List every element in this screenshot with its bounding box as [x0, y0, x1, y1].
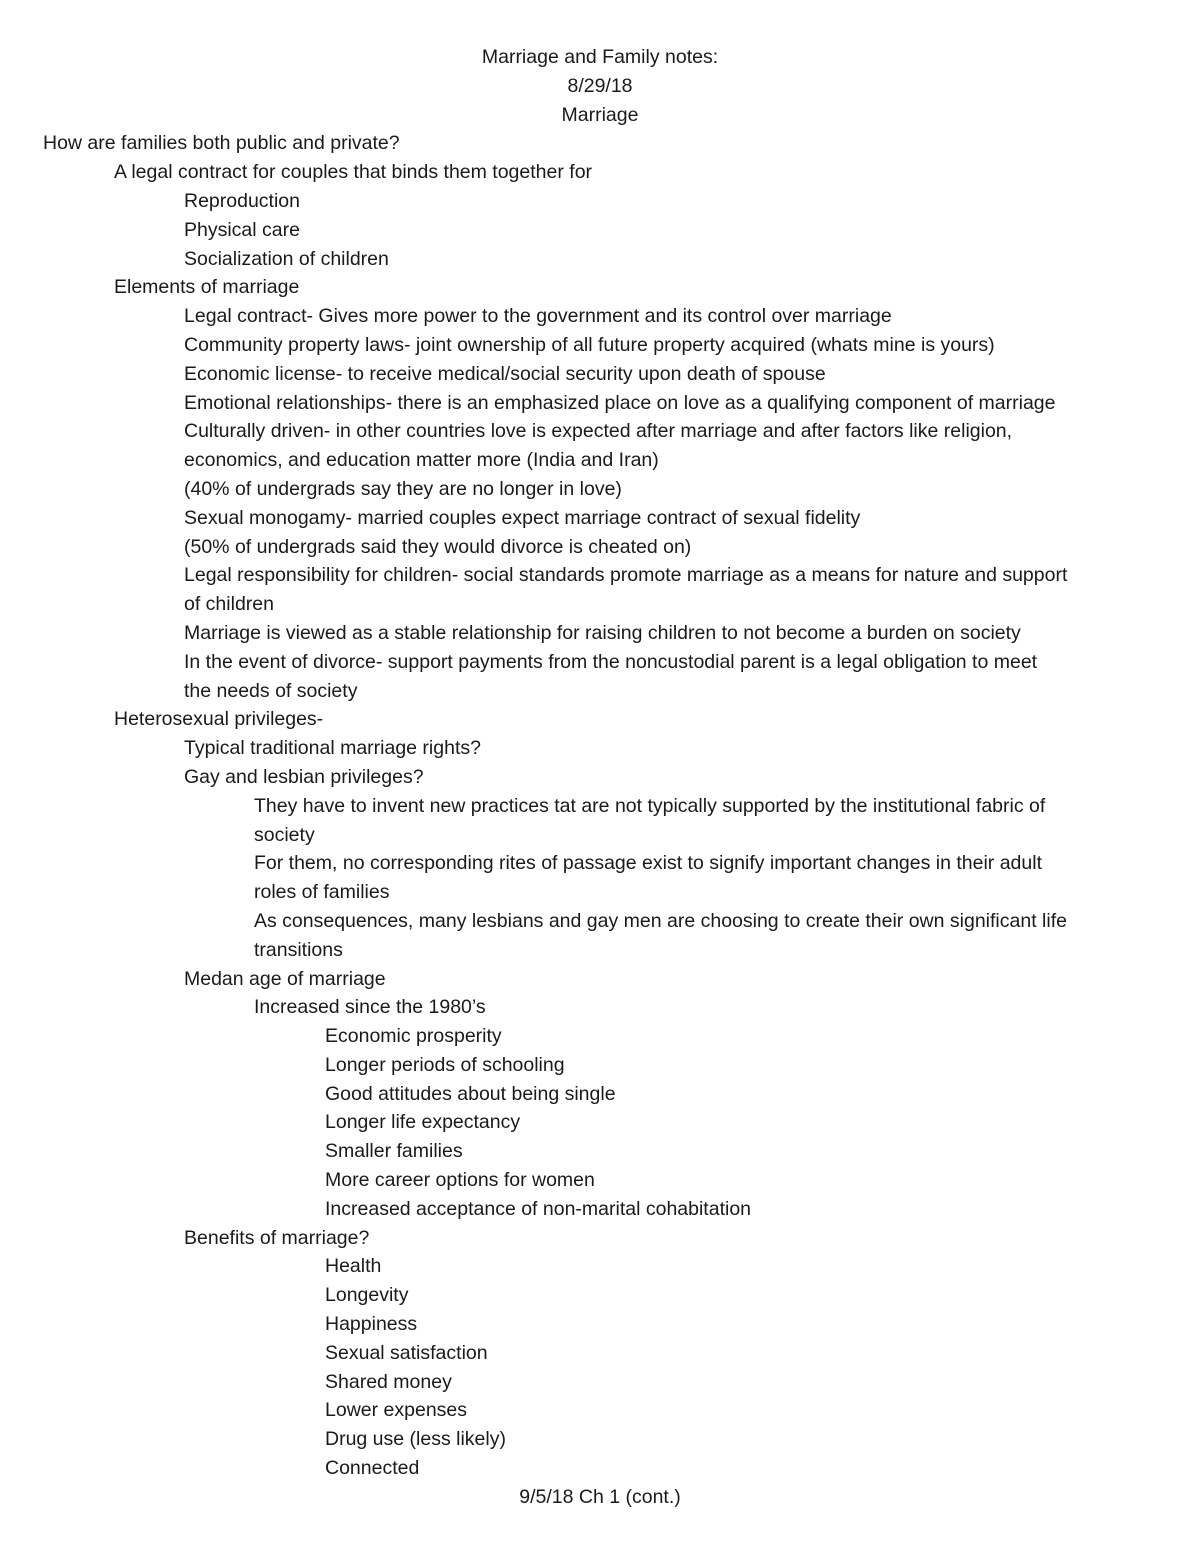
- note-line-level-2: Benefits of marriage?: [184, 1226, 370, 1249]
- note-line-level-2: Physical care: [184, 218, 300, 241]
- note-line-level-3: Increased since the 1980’s: [254, 996, 486, 1019]
- centered-heading-line: 9/5/18 Ch 1 (cont.): [519, 1485, 681, 1508]
- note-line-level-2: Marriage is viewed as a stable relationship for raising children to not become a burden on society: [184, 621, 1021, 644]
- note-line-level-2: In the event of divorce- support payments from the noncustodial parent is a legal obligation to meet: [184, 650, 1038, 673]
- note-line-level-4: Happiness: [325, 1313, 418, 1336]
- note-line-level-4: Increased acceptance of non-marital cohabitation: [325, 1197, 752, 1220]
- note-line-level-3: As consequences, many lesbians and gay men are choosing to create their own significant life: [254, 909, 1067, 932]
- note-line-level-3: transitions: [254, 938, 343, 961]
- note-line-level-2: Legal contract- Gives more power to the government and its control over marriage: [184, 305, 892, 328]
- note-line-level-3: They have to invent new practices tat are not typically supported by the institutional fabric of: [254, 794, 1046, 817]
- note-line-level-4: Lower expenses: [325, 1399, 468, 1422]
- note-line-level-4: Health: [325, 1255, 382, 1278]
- note-line-level-3: society: [254, 823, 315, 846]
- centered-heading-line: 8/29/18: [567, 74, 633, 97]
- note-line-level-2: Medan age of marriage: [184, 967, 386, 990]
- note-line-level-4: Longer periods of schooling: [325, 1053, 565, 1076]
- centered-heading-line: Marriage and Family notes:: [481, 46, 719, 68]
- note-line-level-0: How are families both public and private?: [43, 132, 400, 155]
- note-line-level-2: Community property laws- joint ownership of all future property acquired (whats mine is yours): [184, 333, 995, 356]
- note-line-level-2: the needs of society: [184, 679, 358, 702]
- note-line-level-2: Legal responsibility for children- social standards promote marriage as a means for nature and support: [184, 564, 1068, 587]
- note-line-level-2: of children: [184, 593, 274, 616]
- note-line-level-4: Shared money: [325, 1370, 452, 1393]
- note-line-level-2: Sexual monogamy- married couples expect marriage contract of sexual fidelity: [184, 506, 861, 529]
- note-line-level-1: Elements of marriage: [114, 276, 300, 299]
- note-line-level-2: (40% of undergrads say they are no longer in love): [184, 477, 622, 500]
- note-line-level-2: Reproduction: [184, 189, 300, 212]
- note-line-level-2: (50% of undergrads said they would divorce is cheated on): [184, 535, 692, 558]
- note-line-level-4: Longer life expectancy: [325, 1111, 521, 1134]
- note-line-level-3: For them, no corresponding rites of passage exist to signify important changes in their adult: [254, 852, 1042, 875]
- note-line-level-2: economics, and education matter more (India and Iran): [184, 449, 659, 472]
- note-line-level-3: roles of families: [254, 881, 390, 904]
- note-line-level-1: A legal contract for couples that binds them together for: [114, 161, 593, 184]
- note-line-level-1: Heterosexual privileges-: [114, 708, 324, 731]
- document-page: [0, 43, 1200, 1512]
- note-line-level-4: More career options for women: [325, 1169, 595, 1192]
- note-line-level-4: Longevity: [325, 1284, 409, 1307]
- note-line-level-2: Culturally driven- in other countries love is expected after marriage and after factors like religion,: [184, 420, 1013, 443]
- note-line-level-4: Connected: [325, 1457, 420, 1480]
- note-line-level-4: Sexual satisfaction: [325, 1341, 488, 1364]
- centered-heading-line: Marriage: [561, 103, 639, 126]
- note-line-level-4: Drug use (less likely): [325, 1428, 506, 1451]
- note-line-level-2: Socialization of children: [184, 247, 389, 270]
- note-line-level-4: Good attitudes about being single: [325, 1082, 616, 1105]
- note-line-level-2: Emotional relationships- there is an emphasized place on love as a qualifying component of marriage: [184, 391, 1056, 414]
- note-line-level-2: Economic license- to receive medical/social security upon death of spouse: [184, 362, 826, 385]
- note-line-level-4: Economic prosperity: [325, 1025, 502, 1048]
- note-line-level-4: Smaller families: [325, 1140, 463, 1163]
- note-line-level-2: Typical traditional marriage rights?: [184, 737, 481, 760]
- note-line-level-2: Gay and lesbian privileges?: [184, 765, 424, 788]
